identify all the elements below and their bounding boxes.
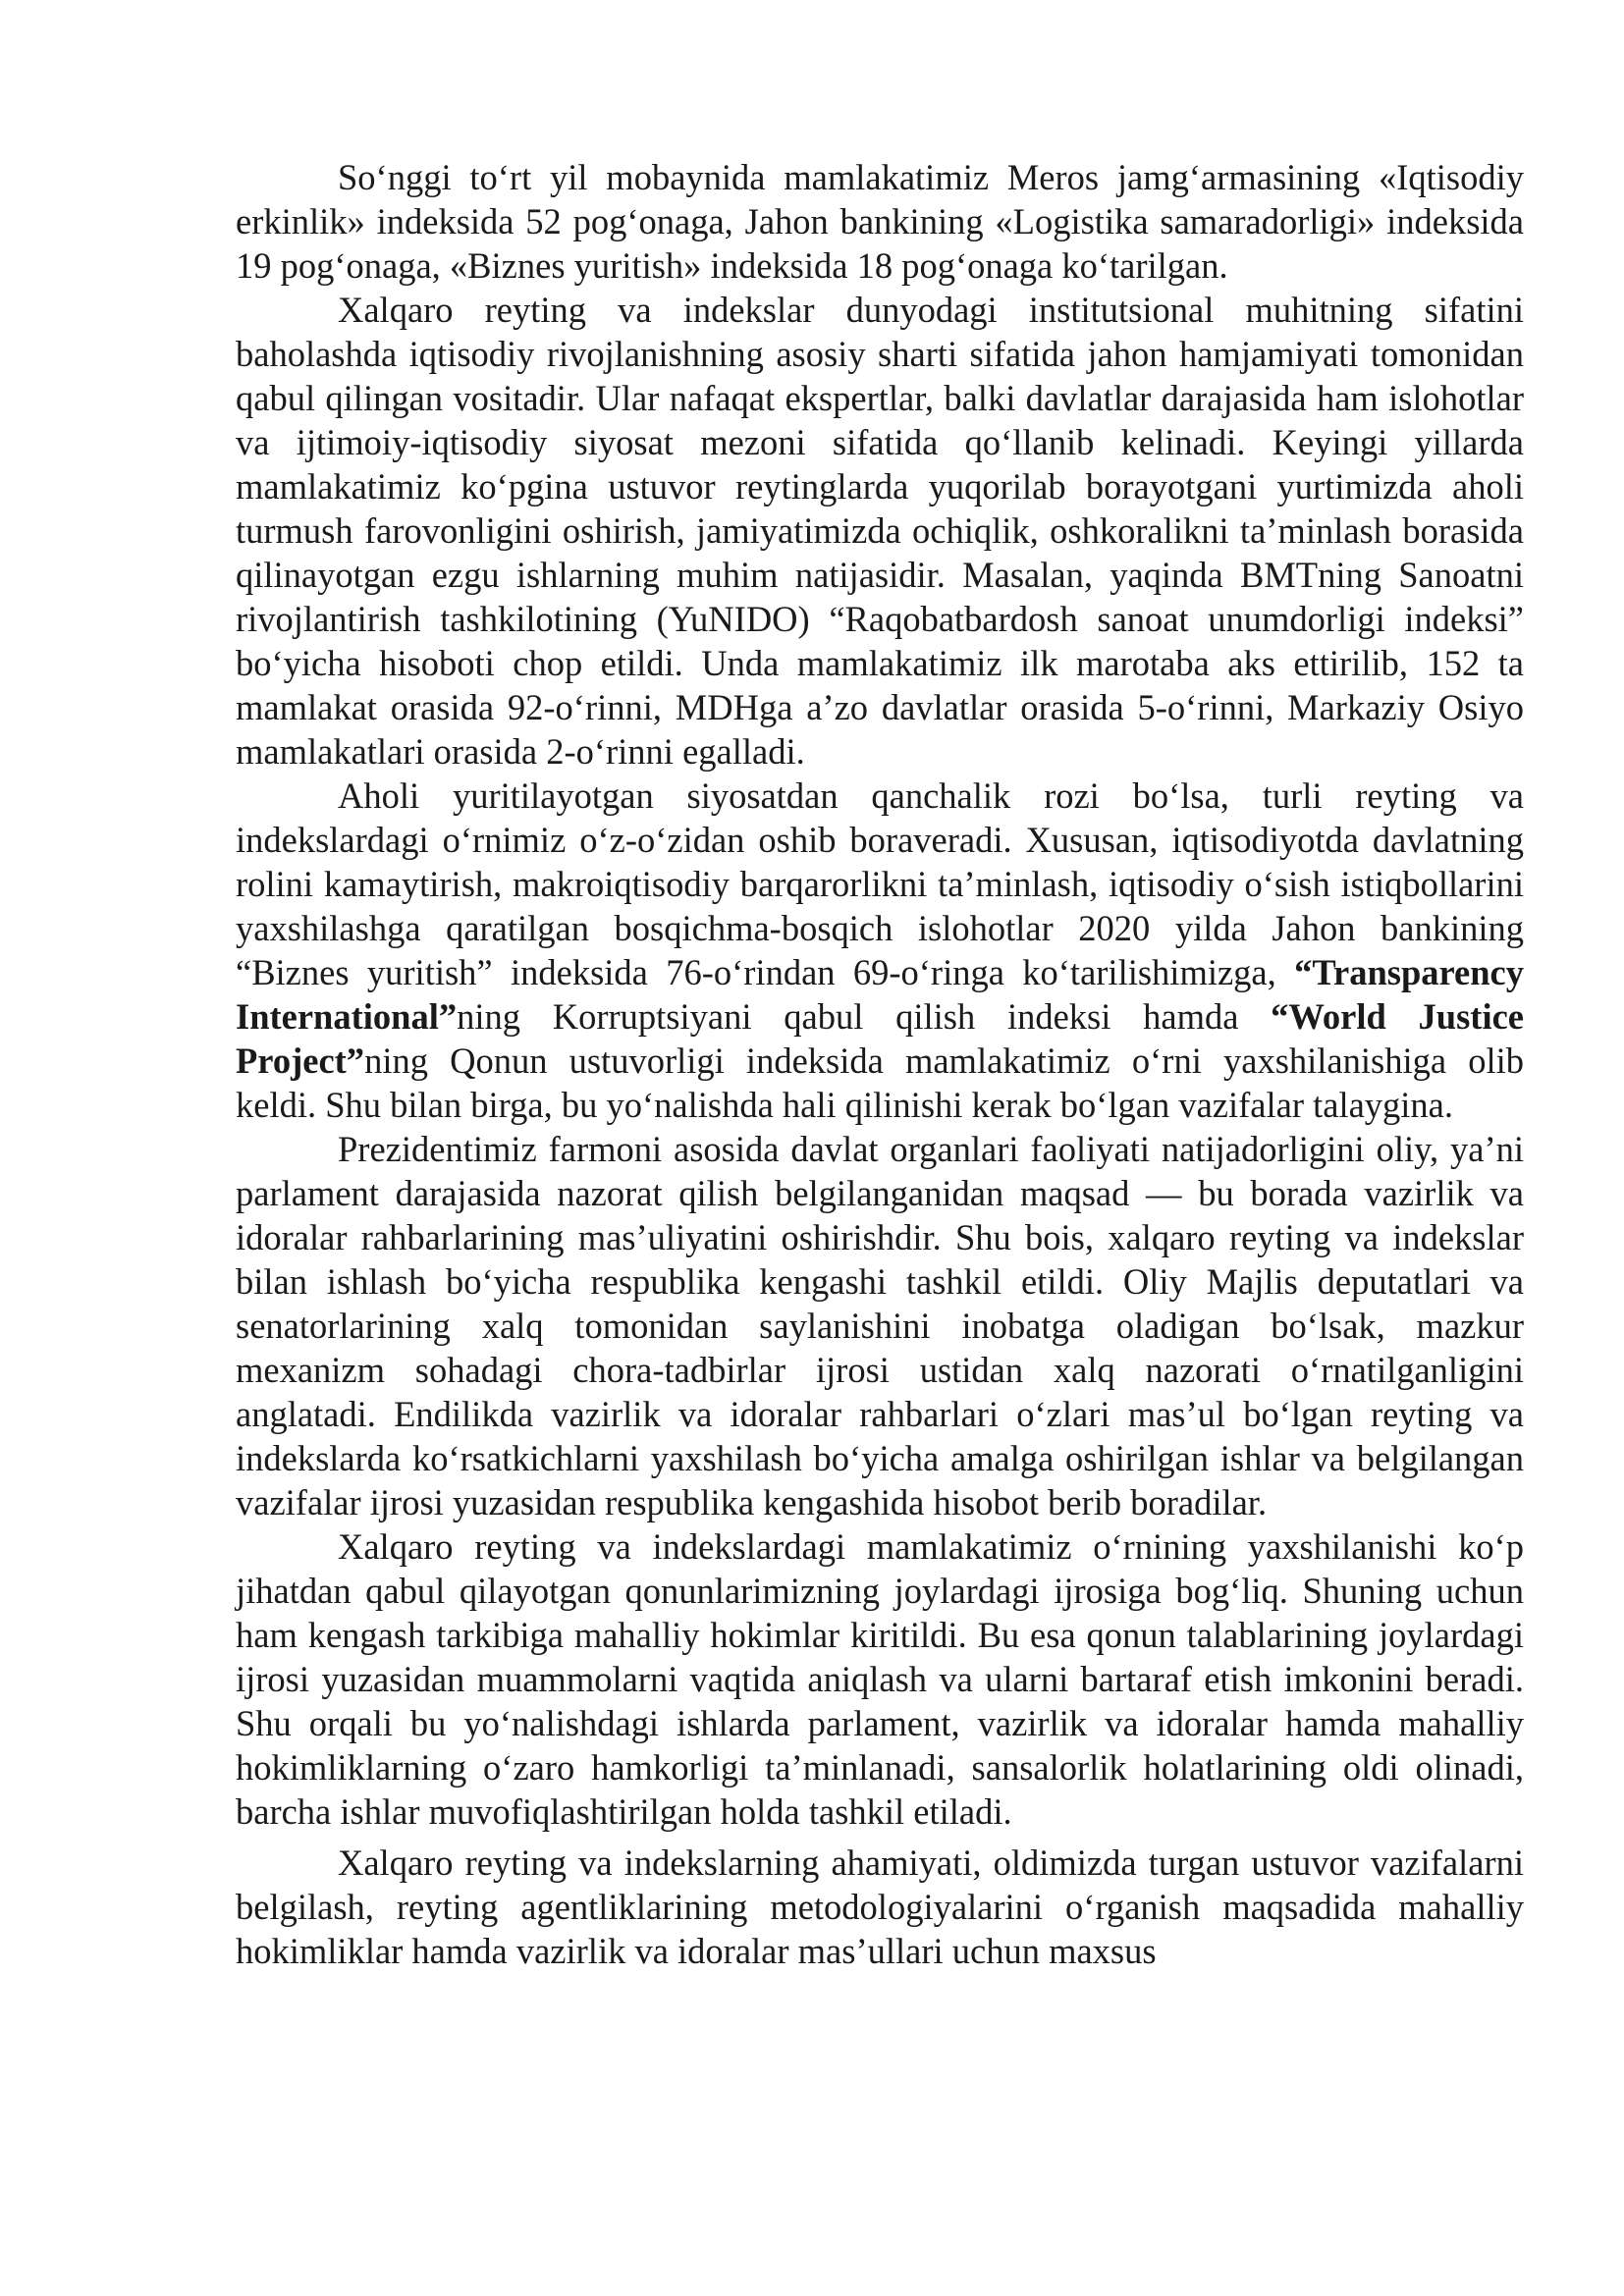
paragraph-2: Xalqaro reyting va indekslar dunyodagi institutsional muhitning sifatini baholashda iqtisodiy rivojlanishning asosiy sharti sifatida jahon hamjamiyati tomonidan qabul qilingan vositadir. Ular nafaqat ekspertlar, balki davlatlar darajasida ham islohotlar va ijtimoiy-iqtisodiy siyosat mezoni sifatida qo‘llanib kelinadi. Keyingi yillarda mamlakatimiz ko‘pgina ustuvor reytinglarda yuqorilab borayotgani yurtimizda aholi turmush farovonligini oshirish, jamiyatimizda ochiqlik, oshkoralikni ta’minlash borasida qilinayotgan ezgu ishlarning muhim natijasidir. Masalan, yaqinda BMTning Sanoatni rivojlantirish tashkilotining (YuNIDO) “Raqobatbardosh sanoat unumdorligi indeksi” bo‘yicha hisoboti chop etildi. Unda mamlakatimiz ilk marotaba aks ettirilib, 152 ta mamlakat orasida 92-o‘rinni, MDHga a’zo davlatlar orasida 5-o‘rinni, Markaziy Osiyo mamlakatlari orasida 2-o‘rinni egalladi.: [236, 290, 1524, 772]
paragraph-6: Xalqaro reyting va indekslarning ahamiyati, oldimizda turgan ustuvor vazifalarni belgilash, reyting agentliklarining metodologiyalarini o‘rganish maqsadida mahalliy hokimliklar hamda vazirlik va idoralar mas’ullari uchun maxsus: [236, 1842, 1524, 1971]
document-page: [236, 155, 1524, 1973]
paragraph-3: [236, 774, 1524, 1127]
paragraph-3-text-a: Aholi yuritilayotgan siyosatdan qanchalik rozi bo‘lsa, turli reyting va indekslardagi o‘rnimiz o‘z-o‘zidan oshib boraveradi. Xususan, iqtisodiyotda davlatning rolini kamaytirish, makroiqtisodiy barqarorlikni ta’minlash, iqtisodiy o‘sish istiqbollarini yaxshilashga qaratilgan bosqichma-bosqich islohotlar 2020 yilda Jahon bankining “Biznes yuritish” indeksida 76-o‘rindan 69-o‘ringa ko‘tarilishimizga,: [236, 775, 1524, 992]
paragraph-4: Prezidentimiz farmoni asosida davlat organlari faoliyati natijadorligini oliy, ya’ni parlament darajasida nazorat qilish belgilanganidan maqsad — bu borada vazirlik va idoralar rahbarlarining mas’uliyatini oshirishdir. Shu bois, xalqaro reyting va indekslar bilan ishlash bo‘yicha respublika kengashi tashkil etildi. Oliy Majlis deputatlari va senatorlarining xalq tomonidan saylanishini inobatga oladigan bo‘lsak, mazkur mexanizm sohadagi chora-tadbirlar ijrosi ustidan xalq nazorati o‘rnatilganligini anglatadi. Endilikda vazirlik va idoralar rahbarlari o‘zlari mas’ul bo‘lgan reyting va indekslarda ko‘rsatkichlarni yaxshilash bo‘yicha amalga oshirilgan ishlar va belgilangan vazifalar ijrosi yuzasidan respublika kengashida hisobot berib boradilar.: [236, 1129, 1524, 1522]
paragraph-3-text-c: ning Qonun ustuvorligi indeksida mamlakatimiz o‘rni yaxshilanishiga olib keldi. Shu bilan birga, bu yo‘nalishda hali qilinishi kerak bo‘lgan vazifalar talaygina.: [236, 1041, 1524, 1125]
world-justice-project-name: “World Justice Project”: [236, 996, 1524, 1081]
paragraph-5: Xalqaro reyting va indekslardagi mamlakatimiz o‘rnining yaxshilanishi ko‘p jihatdan qabul qilayotgan qonunlarimizning joylardagi ijrosiga bog‘liq. Shuning uchun ham kengash tarkibiga mahalliy hokimlar kiritildi. Bu esa qonun talablarining joylardagi ijrosi yuzasidan muammolarni vaqtida aniqlash va ularni bartaraf etish imkonini beradi. Shu orqali bu yo‘nalishdagi ishlarda parlament, vazirlik va idoralar hamda mahalliy hokimliklarning o‘zaro hamkorligi ta’minlanadi, sansalorlik holatlarining oldi olinadi, barcha ishlar muvofiqlashtirilgan holda tashkil etiladi.: [236, 1526, 1524, 1832]
paragraph-1: So‘nggi to‘rt yil mobaynida mamlakatimiz Meros jamg‘armasining «Iqtisodiy erkinlik» indeksida 52 pog‘onaga, Jahon bankining «Logistika samaradorligi» indeksida 19 pog‘onaga, «Biznes yuritish» indeksida 18 pog‘onaga ko‘tarilgan.: [236, 157, 1524, 286]
transparency-international-name: “Transparency International”: [236, 952, 1524, 1037]
paragraph-3-text-b: ning Korruptsiyani qabul qilish indeksi hamda: [457, 996, 1272, 1037]
